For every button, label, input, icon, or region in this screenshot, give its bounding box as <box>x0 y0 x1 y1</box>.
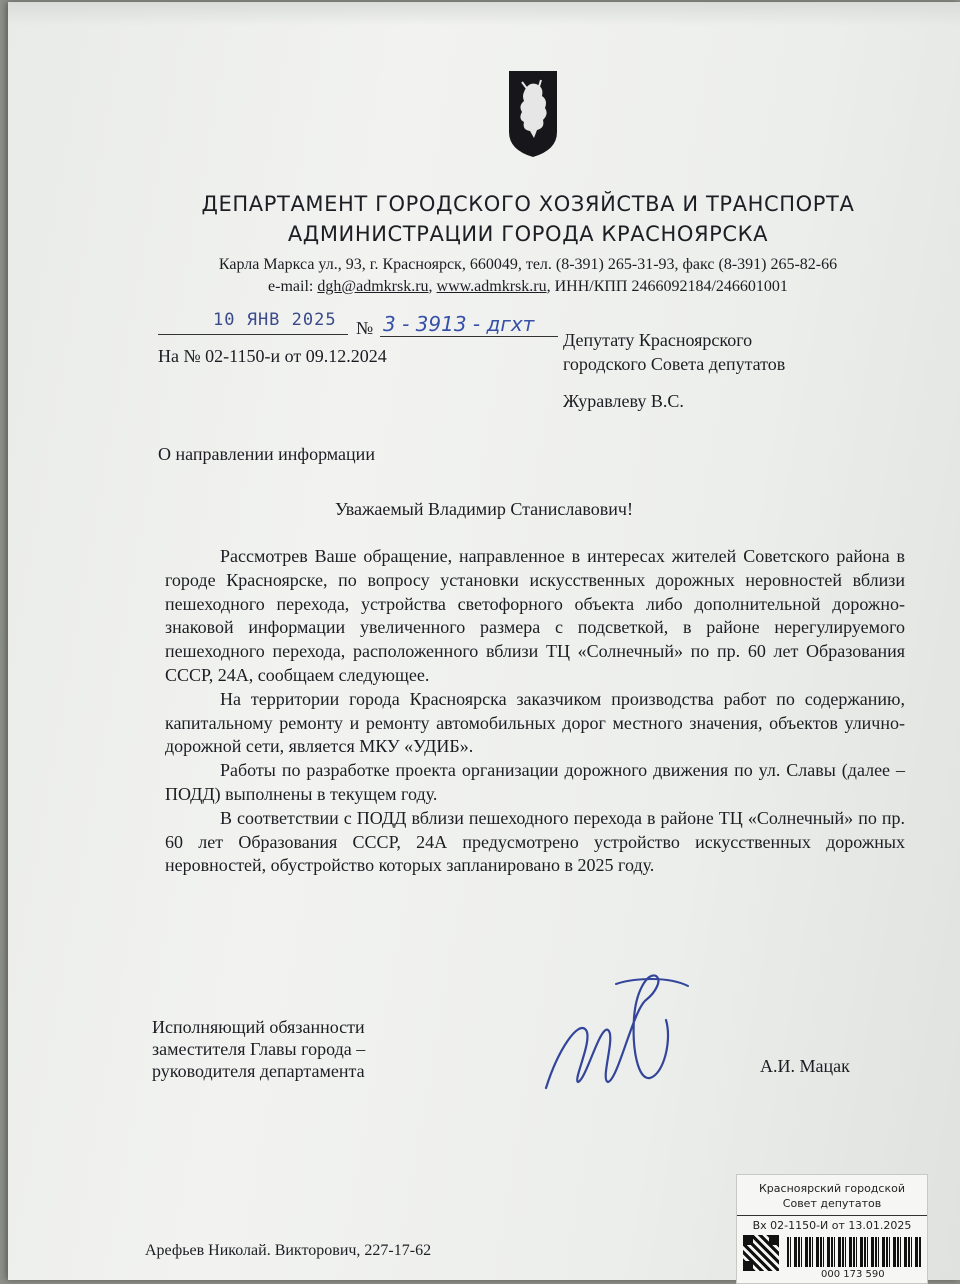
letter-body <box>165 545 905 878</box>
document-sheet <box>8 2 960 1280</box>
number-sign: № <box>356 318 374 338</box>
email-link[interactable]: dgh@admkrsk.ru <box>317 278 429 295</box>
recipient-name: Журавлеву В.С. <box>563 391 684 411</box>
sticker-reg-number: Вх 02-1150-И от 13.01.2025 <box>737 1215 927 1233</box>
email-label: e-mail: <box>268 278 318 295</box>
salutation: Уважаемый Владимир Станиславович! <box>335 499 633 519</box>
recipient-line-2: городского Совета депутатов <box>563 354 786 374</box>
paragraph-3: Работы по разработке проекта организации дорожного движения по ул. Славы (далее – ПОДД) выполнены в текущем году. <box>165 760 905 804</box>
position-line-1: Исполняющий обязанности <box>152 1017 365 1037</box>
letterhead-line-2: АДМИНИСТРАЦИИ ГОРОДА КРАСНОЯРСКА <box>287 222 769 246</box>
paragraph-2: На территории города Красноярска заказчиком производства работ по содержанию, капитальному ремонту и ремонту автомобильных дорог местного значения, объектов улично-дорожной сети, является МКУ «УДИБ». <box>165 688 905 757</box>
paper-shadow <box>8 2 960 26</box>
signer-position <box>152 1016 365 1082</box>
number-line <box>380 336 558 337</box>
sticker-line-2: Совет депутатов <box>782 1197 882 1210</box>
city-emblem-icon <box>508 70 558 158</box>
signer-name: А.И. Мацак <box>760 1056 850 1076</box>
qr-code-icon <box>743 1235 779 1271</box>
inn-text: , ИНН/КПП 2466092184/246601001 <box>546 278 788 295</box>
website-link[interactable]: www.admkrsk.ru <box>436 278 547 295</box>
recipient-line-1: Депутату Красноярского <box>563 330 753 350</box>
position-line-3: руководителя департамента <box>152 1061 365 1081</box>
position-line-2: заместителя Главы города – <box>152 1039 366 1059</box>
sticker-line-1: Красноярский городской <box>759 1182 905 1195</box>
paragraph-4: В соответствии с ПОДД вблизи пешеходного перехода в районе ТЦ «Солнечный» по пр. 60 лет Образования СССР, 24А предусмотрено устройство искусственных дорожных неровностей, обустройство которых запланировано в 2025 году. <box>165 807 905 876</box>
paragraph-1: Рассмотрев Ваше обращение, направленное в интересах жителей Советского района в городе Красноярске, по вопросу установки искусственных дорожных неровностей вблизи пешеходного перехода, устройства светофорного объекта либо дополнительной дорожно-знаковой информации увеличенного размера с подсветкой, в районе нерегулируемого пешеходного перехода, расположенного вблизи ТЦ «Солнечный» по пр. 60 лет Образования СССР, 24А, сообщаем следующее. <box>165 546 905 685</box>
letterhead-address: Карла Маркса ул., 93, г. Красноярск, 660049, тел. (8-391) 265-31-93, факс (8-391) 265-82-66 <box>218 256 838 273</box>
reply-reference: На № 02-1150-и от 09.12.2024 <box>158 346 387 366</box>
subject: О направлении информации <box>158 444 375 464</box>
barcode-icon <box>787 1237 921 1267</box>
date-stamp: 10 ЯНВ 2025 <box>213 310 337 330</box>
date-line <box>158 334 348 335</box>
registration-sticker <box>736 1174 928 1284</box>
letterhead-contacts: e-mail: dgh@admkrsk.ru, www.admkrsk.ru, ИНН/КПП 2466092184/246601001 <box>268 278 788 295</box>
outgoing-number: 3 - 3913 - дгхт <box>383 312 535 336</box>
letterhead-line-1: ДЕПАРТАМЕНТ ГОРОДСКОГО ХОЗЯЙСТВА И ТРАНСПОРТА <box>201 192 855 216</box>
signature-icon <box>538 970 698 1100</box>
executor-info: Арефьев Николай. Викторович, 227-17-62 <box>145 1242 432 1259</box>
sticker-code: 000 173 590 <box>821 1269 885 1280</box>
